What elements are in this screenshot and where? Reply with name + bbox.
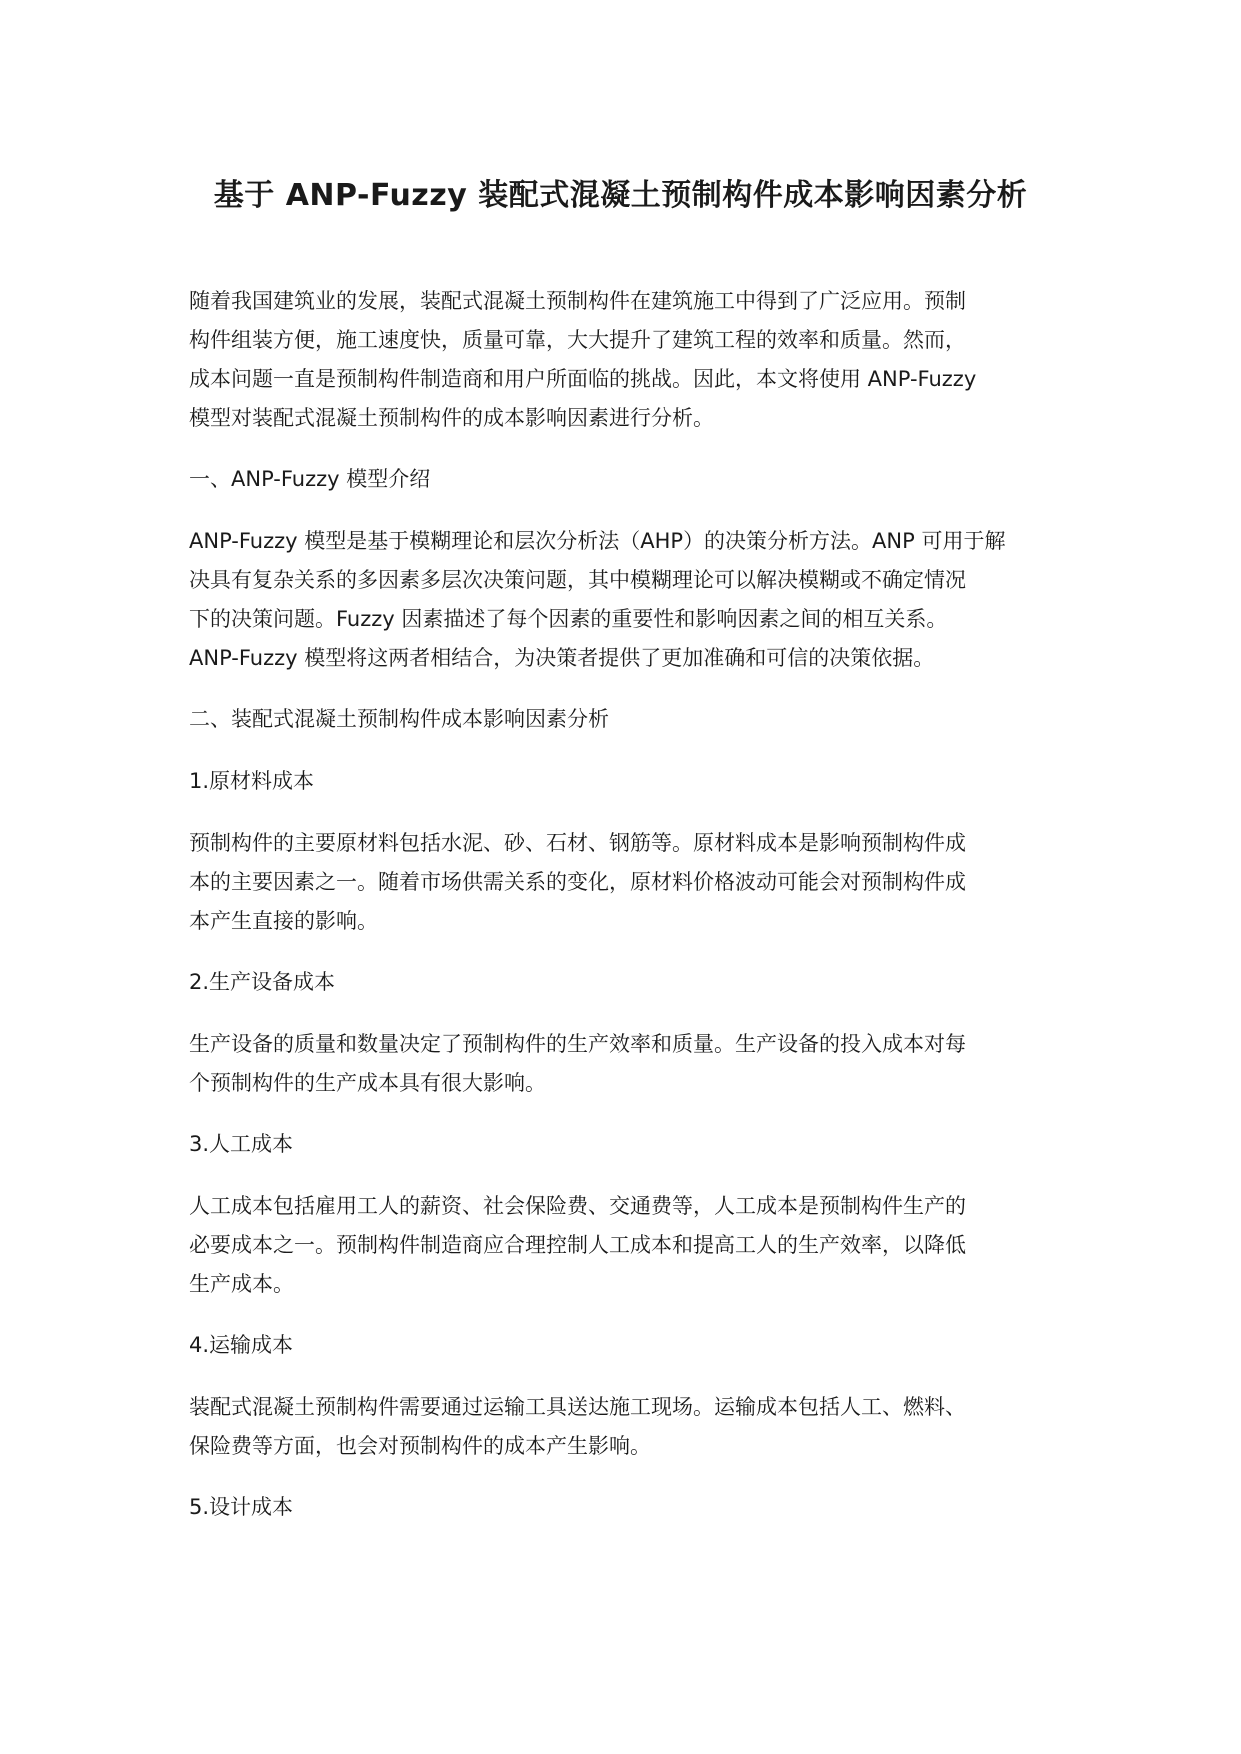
text-line: 下的决策问题。Fuzzy 因素描述了每个因素的重要性和影响因素之间的相互关系。 bbox=[189, 607, 948, 631]
text-line: 成本问题一直是预制构件制造商和用户所面临的挑战。因此，本文将使用 ANP-Fuzzy bbox=[189, 367, 977, 391]
factor-heading-4: 4.运输成本 bbox=[189, 1333, 294, 1357]
text-line: 预制构件的主要原材料包括水泥、砂、石材、钢筋等。原材料成本是影响预制构件成 bbox=[189, 831, 966, 855]
factor-1-paragraph bbox=[189, 824, 1059, 941]
text-line: 生产设备的质量和数量决定了预制构件的生产效率和质量。生产设备的投入成本对每 bbox=[189, 1032, 966, 1056]
section-heading-1: 一、ANP-Fuzzy 模型介绍 bbox=[189, 467, 431, 491]
text-line: 人工成本包括雇用工人的薪资、社会保险费、交通费等，人工成本是预制构件生产的 bbox=[189, 1194, 966, 1218]
factor-heading-3: 3.人工成本 bbox=[189, 1132, 294, 1156]
text-line: 保险费等方面，也会对预制构件的成本产生影响。 bbox=[189, 1434, 651, 1458]
factor-heading-5: 5.设计成本 bbox=[189, 1495, 294, 1519]
document-body bbox=[189, 282, 1059, 1550]
text-line: 模型对装配式混凝土预制构件的成本影响因素进行分析。 bbox=[189, 406, 714, 430]
text-line: ANP-Fuzzy 模型是基于模糊理论和层次分析法（AHP）的决策分析方法。ANP 可用于解 bbox=[189, 529, 1006, 553]
text-line: 决具有复杂关系的多因素多层次决策问题，其中模糊理论可以解决模糊或不确定情况 bbox=[189, 568, 966, 592]
section-heading-2: 二、装配式混凝土预制构件成本影响因素分析 bbox=[189, 707, 609, 731]
factor-2-paragraph bbox=[189, 1025, 1059, 1103]
text-line: 装配式混凝土预制构件需要通过运输工具送达施工现场。运输成本包括人工、燃料、 bbox=[189, 1395, 966, 1419]
text-line: 构件组装方便，施工速度快，质量可靠，大大提升了建筑工程的效率和质量。然而， bbox=[189, 328, 966, 352]
factor-4-paragraph bbox=[189, 1388, 1059, 1466]
text-line: 本产生直接的影响。 bbox=[189, 909, 378, 933]
text-line: 必要成本之一。预制构件制造商应合理控制人工成本和提高工人的生产效率，以降低 bbox=[189, 1233, 966, 1257]
text-line: 本的主要因素之一。随着市场供需关系的变化，原材料价格波动可能会对预制构件成 bbox=[189, 870, 966, 894]
text-line: ANP-Fuzzy 模型将这两者相结合，为决策者提供了更加准确和可信的决策依据。 bbox=[189, 646, 935, 670]
text-line: 个预制构件的生产成本具有很大影响。 bbox=[189, 1071, 546, 1095]
text-line: 生产成本。 bbox=[189, 1272, 294, 1296]
intro-paragraph bbox=[189, 282, 1059, 438]
factor-heading-2: 2.生产设备成本 bbox=[189, 970, 336, 994]
text-line: 随着我国建筑业的发展，装配式混凝土预制构件在建筑施工中得到了广泛应用。预制 bbox=[189, 289, 966, 313]
factor-heading-1: 1.原材料成本 bbox=[189, 769, 315, 793]
factor-3-paragraph bbox=[189, 1187, 1059, 1304]
document-title: 基于 ANP-Fuzzy 装配式混凝土预制构件成本影响因素分析 bbox=[213, 178, 1028, 213]
section-1-paragraph bbox=[189, 522, 1059, 678]
